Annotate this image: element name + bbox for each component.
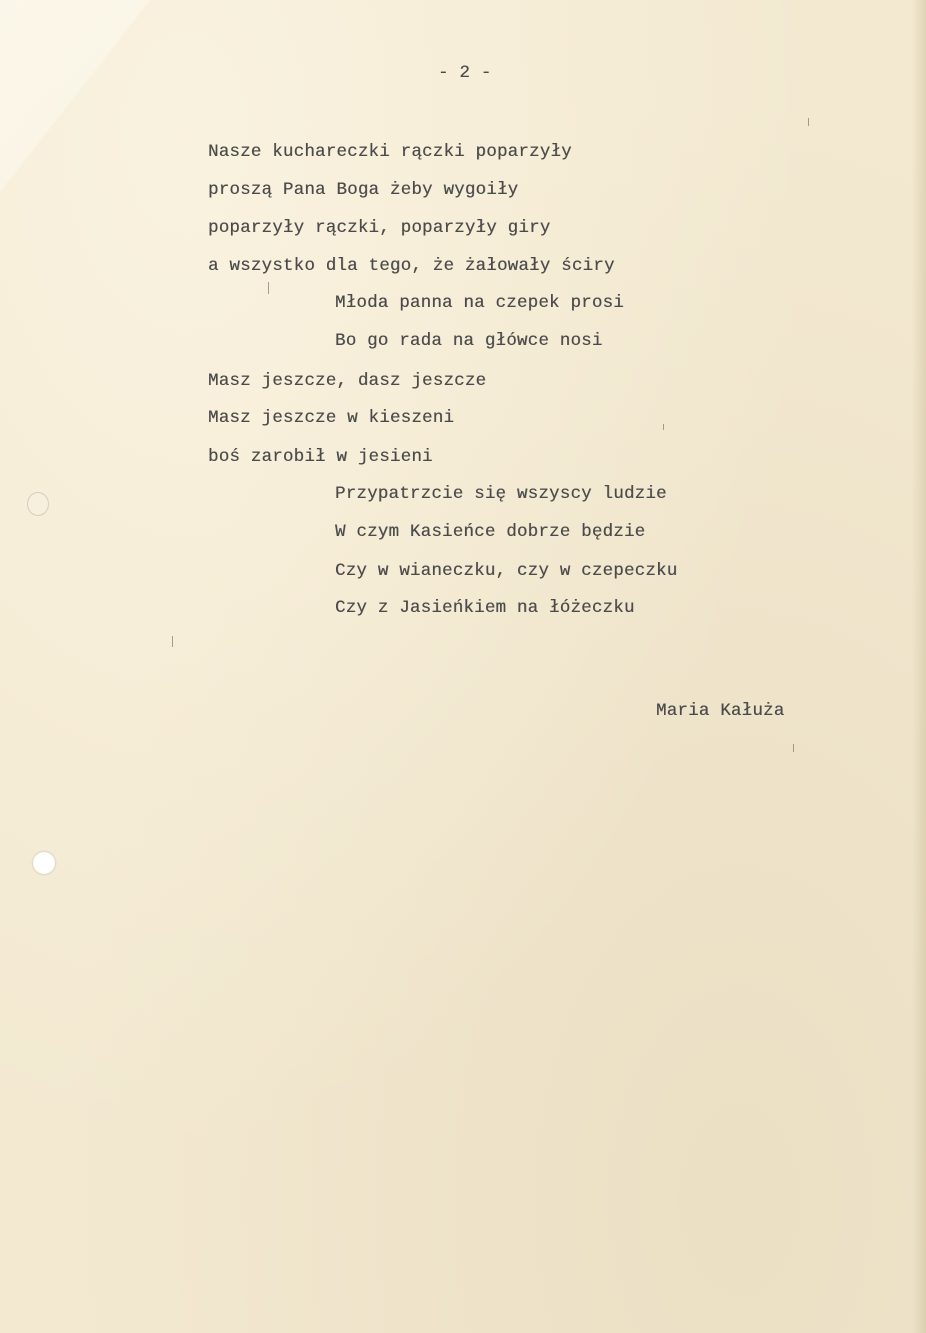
poem-line: Czy w wianeczku, czy w czepeczku — [335, 561, 678, 581]
folded-corner — [0, 0, 150, 230]
paper-speck — [663, 424, 664, 430]
paper-speck — [172, 636, 173, 647]
poem-line: proszą Pana Boga żeby wygoiły — [208, 180, 519, 200]
signature: Maria Kałuża — [656, 701, 785, 721]
poem-line: Masz jeszcze w kieszeni — [208, 408, 455, 428]
poem-line: boś zarobił w jesieni — [208, 447, 433, 467]
page-edge-shadow — [912, 0, 926, 1333]
paper-speck — [268, 282, 269, 294]
poem-line: W czym Kasieńce dobrze będzie — [335, 522, 646, 542]
poem-line: poparzyły rączki, poparzyły giry — [208, 218, 551, 238]
poem-line: a wszystko dla tego, że żałowały ściry — [208, 256, 615, 276]
poem-line: Przypatrzcie się wszyscy ludzie — [335, 484, 667, 504]
poem-line: Czy z Jasieńkiem na łóżeczku — [335, 598, 635, 618]
paper-speck — [808, 118, 809, 126]
punch-hole — [27, 492, 49, 516]
paper-speck — [793, 744, 794, 752]
poem-line: Masz jeszcze, dasz jeszcze — [208, 371, 487, 391]
poem-line: Nasze kuchareczki rączki poparzyły — [208, 142, 572, 162]
poem-line: Młoda panna na czepek prosi — [335, 293, 624, 313]
punch-hole — [33, 852, 55, 874]
page-number: - 2 - — [438, 63, 492, 83]
poem-line: Bo go rada na główce nosi — [335, 331, 603, 351]
